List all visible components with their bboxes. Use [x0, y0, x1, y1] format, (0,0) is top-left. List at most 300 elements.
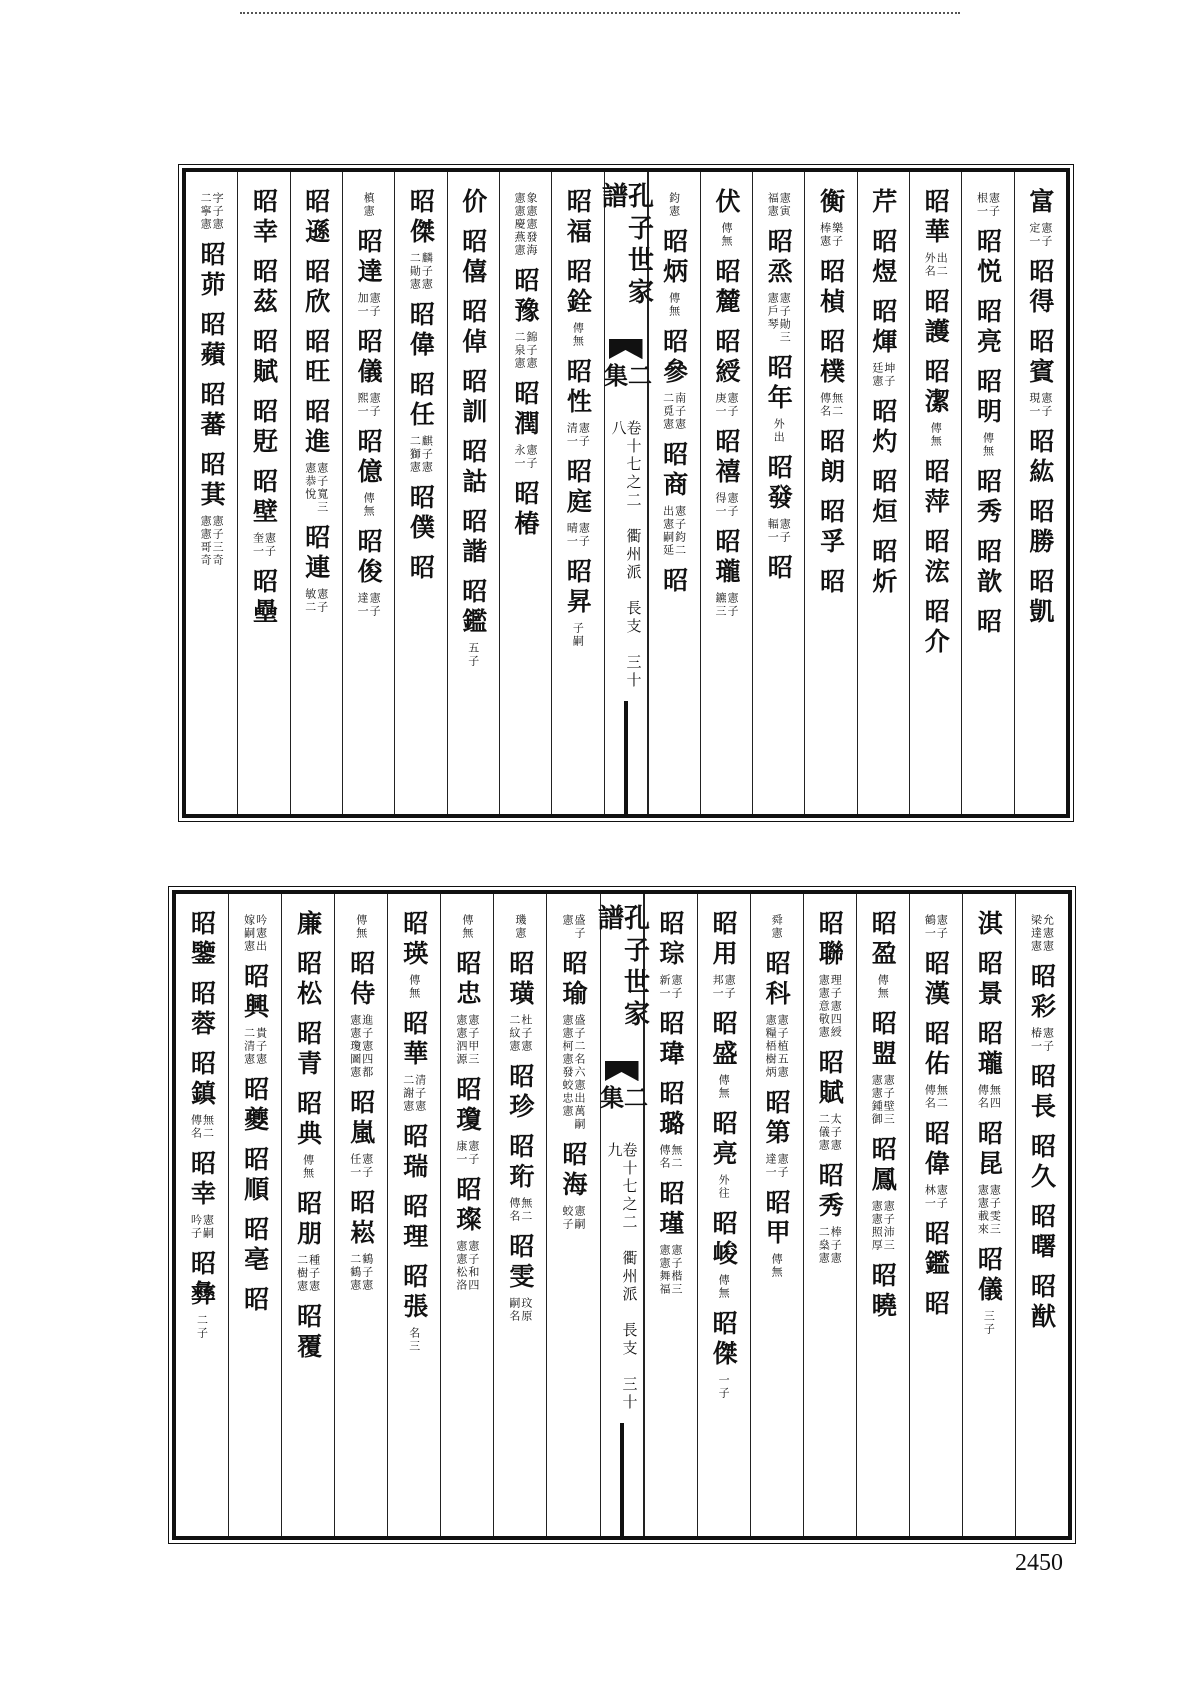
genealogy-entry [709, 1310, 739, 1400]
person-name: 昭瑛 [399, 910, 429, 970]
annotation-note [663, 505, 686, 557]
person-name: 昭樸 [816, 328, 846, 388]
register-column [546, 894, 599, 1536]
annotation-note [767, 518, 790, 544]
annotation-line: 憲子 [368, 592, 382, 618]
person-name: 昭第 [762, 1089, 792, 1149]
annotation-line: 麟子憲 [420, 252, 434, 291]
person-name: 昭青 [293, 1020, 323, 1080]
genealogy-entry [709, 910, 739, 1000]
annotation-line: 熙一 [356, 392, 370, 418]
genealogy-entry [868, 468, 898, 528]
genealogy-entry [709, 1110, 739, 1200]
person-name: 昭 [240, 1286, 270, 1316]
annotation-line: 璣憲 [513, 914, 527, 940]
genealogy-entry [974, 1246, 1004, 1336]
annotation-line: 憲子 [577, 422, 591, 448]
genealogy-entry [868, 1010, 898, 1126]
annotation-note [509, 1297, 532, 1323]
annotation-line: 新一 [658, 974, 672, 1000]
person-name: 富 [1025, 188, 1055, 218]
annotation-line: 理子憲四綬 [829, 974, 843, 1039]
annotation-line: 憲子 [776, 1153, 790, 1179]
person-name: 昭倬 [458, 298, 488, 358]
genealogy-entry [816, 258, 846, 318]
person-name: 昭聯 [815, 910, 845, 970]
person-name: 昭鑒 [187, 910, 217, 970]
annotation-note [200, 515, 223, 567]
annotation-line: 嫁嗣憲 [242, 914, 256, 953]
annotation-line: 外名 [923, 252, 937, 278]
register-column [334, 894, 387, 1536]
annotation-line: 加一 [356, 292, 370, 318]
annotation-note [983, 432, 994, 458]
person-name: 廉 [293, 910, 323, 940]
annotation-line: 鶴一 [923, 914, 937, 940]
annotation-line: 樂子 [830, 222, 844, 248]
annotation-note [363, 192, 374, 218]
annotation-line: 蛟子 [560, 1205, 574, 1231]
genealogy-entry [711, 528, 741, 618]
genealogy-entry [399, 1193, 429, 1253]
person-name: 昭夔 [240, 1076, 270, 1136]
annotation-note [297, 1254, 320, 1293]
person-name: 昭商 [659, 441, 689, 501]
genealogy-entry [514, 188, 537, 257]
person-name: 昭壁 [249, 468, 279, 528]
annotation-line: 傳名 [976, 1084, 990, 1110]
genealogy-entry [363, 188, 374, 218]
annotation-line: 憲子鈞二 [673, 505, 687, 557]
annotation-note [562, 914, 585, 940]
annotation-line: 憲憲舞福 [658, 1244, 672, 1296]
genealogy-entry [767, 188, 790, 218]
genealogy-entry [406, 301, 436, 361]
person-name: 昭介 [921, 598, 951, 658]
annotation-note [514, 331, 537, 370]
annotation-note [252, 532, 275, 558]
person-name: 昭遜 [301, 188, 331, 248]
person-name: 昭瑾 [656, 1180, 686, 1240]
annotation-line: 二寧憲 [199, 192, 213, 231]
person-name: 昭偉 [921, 1120, 951, 1180]
page-number: 2450 [1015, 1550, 1063, 1576]
person-name: 昭發 [764, 454, 794, 514]
annotation-note [562, 1205, 585, 1231]
genealogy-entry [240, 1286, 270, 1316]
person-name: 昭盈 [868, 910, 898, 970]
annotation-line: 現一 [1027, 392, 1041, 418]
annotation-note [409, 252, 432, 291]
genealogy-entry [452, 950, 482, 1066]
annotation-note [715, 592, 738, 618]
annotation-note [1029, 222, 1052, 248]
annotation-line: 二燊憲 [817, 1226, 831, 1265]
annotation-line: 達一 [356, 592, 370, 618]
genealogy-entry [659, 328, 689, 431]
person-name: 昭茲 [249, 258, 279, 318]
register-column [290, 172, 342, 814]
genealogy-entry [354, 328, 384, 418]
person-name: 昭茆 [197, 241, 227, 301]
annotation-line: 憲恭悅 [303, 462, 317, 501]
genealogy-entry [762, 1089, 792, 1179]
genealogy-entry [301, 258, 331, 318]
annotation-line: 憲子 [368, 392, 382, 418]
annotation-line: 憲子甲三 [466, 1014, 480, 1066]
person-name: 昭歆 [973, 538, 1003, 598]
genealogy-entry [816, 498, 846, 558]
person-name: 昭烜 [868, 468, 898, 528]
annotation-line: 憲子 [987, 192, 1001, 218]
register-column [750, 894, 803, 1536]
register-column [499, 172, 551, 814]
genealogy-entry [764, 454, 794, 544]
genealogy-entry [458, 228, 488, 288]
person-name: 昭鳳 [868, 1136, 898, 1196]
genealogy-entry [816, 188, 846, 248]
genealogy-entry [868, 538, 898, 598]
genealogy-entry [656, 1010, 686, 1070]
person-name: 昭麓 [711, 258, 741, 318]
register-column [857, 172, 909, 814]
annotation-note [715, 492, 738, 518]
annotation-line: 太子憲 [829, 1113, 843, 1152]
register-column [962, 894, 1015, 1536]
annotation-line: 鈞憲 [667, 192, 681, 218]
genealogy-entry [558, 950, 588, 1131]
person-name: 昭煜 [868, 228, 898, 288]
person-name: 昭 [406, 554, 436, 584]
annotation-line: 二謝憲 [401, 1074, 415, 1113]
annotation-line: 無二 [830, 392, 844, 418]
spine-bar [624, 701, 628, 814]
genealogy-entry [921, 1020, 951, 1110]
annotation-line: 憲憲柯憲發蛟忠憲 [560, 1014, 574, 1118]
genealogy-entry [399, 1263, 429, 1353]
annotation-note [977, 192, 1000, 218]
genealogy-entry [354, 528, 384, 618]
genealogy-entry [924, 910, 947, 940]
genealogy-entry [301, 188, 331, 248]
genealogy-entry [511, 480, 541, 540]
annotation-line: 林一 [923, 1184, 937, 1210]
annotation-line: 傳無 [981, 432, 995, 458]
person-name: 昭昆 [974, 1120, 1004, 1180]
person-name: 昭 [973, 608, 1003, 638]
annotation-note [924, 1184, 947, 1210]
annotation-line: 康一 [454, 1140, 468, 1166]
person-name: 昭悦 [973, 228, 1003, 288]
genealogy-entry [656, 1180, 686, 1296]
genealogy-entry [293, 1190, 323, 1293]
annotation-note [712, 974, 735, 1000]
genealogy-entry [973, 468, 1003, 528]
person-name: 昭典 [293, 1090, 323, 1150]
genealogy-entry [974, 950, 1004, 1010]
annotation-line: 盛子 [572, 914, 586, 940]
annotation-note [350, 1253, 373, 1292]
genealogy-entry [187, 1250, 217, 1340]
annotation-note [409, 1327, 420, 1353]
register-column [752, 172, 804, 814]
annotation-line: 麒子憲 [420, 435, 434, 474]
annotation-note [197, 1314, 208, 1340]
genealogy-entry [1027, 1273, 1057, 1333]
genealogy-entry [249, 188, 279, 248]
genealogy-entry [921, 188, 951, 278]
annotation-note [514, 192, 537, 257]
genealogy-entry [921, 528, 951, 588]
fishtail-mark [609, 339, 643, 360]
annotation-line: 傳名 [507, 1197, 521, 1223]
register-column [1014, 172, 1066, 814]
person-name: 昭覆 [293, 1303, 323, 1363]
annotation-line: 憲子 [935, 914, 949, 940]
genealogy-entry [293, 1303, 323, 1363]
genealogy-entry [1027, 963, 1057, 1053]
annotation-note [350, 1014, 373, 1079]
genealogy-entry [1025, 258, 1055, 318]
annotation-line: 杜子憲 [519, 1014, 533, 1053]
genealogy-entry [921, 1120, 951, 1210]
genealogy-entry [921, 1220, 951, 1280]
person-name: 昭庭 [563, 458, 593, 518]
person-name: 昭忠 [452, 950, 482, 1010]
person-name: 昭張 [399, 1263, 429, 1323]
register-column [551, 172, 603, 814]
annotation-note [462, 914, 473, 940]
annotation-line: 憲子 [725, 492, 739, 518]
register-column [856, 894, 909, 1536]
person-name: 昭諧 [458, 508, 488, 568]
person-name: 昭亳 [240, 1216, 270, 1276]
annotation-line: 憲子 [525, 444, 539, 470]
register-column [493, 894, 546, 1536]
genealogy-entry [816, 568, 846, 598]
annotation-note [659, 974, 682, 1000]
person-name: 昭理 [399, 1193, 429, 1253]
annotation-note [572, 622, 583, 648]
genealogy-entry [815, 1049, 845, 1152]
annotation-line: 傳無 [354, 914, 368, 940]
annotation-line: 憲糧梧樹炳 [764, 1014, 778, 1079]
person-name: 昭 [659, 567, 689, 597]
genealogy-entry [921, 598, 951, 658]
annotation-line: 憲子 [935, 1184, 949, 1210]
annotation-line: 吟子 [189, 1214, 203, 1240]
upper-register-panel [182, 168, 1070, 818]
annotation-note [659, 1144, 682, 1170]
person-name: 昭賦 [815, 1049, 845, 1109]
annotation-line: 嗣名 [507, 1297, 521, 1323]
annotation-line: 傳無 [929, 422, 943, 448]
spine-bar [620, 1423, 624, 1536]
genealogy-entry [563, 188, 593, 248]
annotation-note [409, 435, 432, 474]
annotation-line: 進子憲四都 [360, 1014, 374, 1079]
person-name: 昭任 [406, 371, 436, 431]
person-name: 昭長 [1027, 1063, 1057, 1123]
genealogy-entry [563, 458, 593, 548]
genealogy-entry [293, 950, 323, 1010]
person-name: 昭萁 [197, 451, 227, 511]
annotation-line: 槙憲 [362, 192, 376, 218]
person-name: 昭豫 [511, 267, 541, 327]
person-name: 昭瑋 [656, 1010, 686, 1070]
annotation-line: 無二 [935, 1084, 949, 1110]
annotation-note [924, 914, 947, 940]
genealogy-entry [458, 188, 488, 218]
person-name: 昭佑 [921, 1020, 951, 1080]
annotation-line: 玟原 [519, 1297, 533, 1323]
annotation-line: 子嗣 [571, 622, 585, 648]
book-spine-column [597, 172, 654, 814]
person-name: 昭朗 [816, 428, 846, 488]
annotation-note [718, 1074, 729, 1100]
person-name: 昭楨 [816, 258, 846, 318]
annotation-note [409, 974, 420, 1000]
annotation-line: 敏二 [303, 588, 317, 614]
annotation-line: 吟憲出 [254, 914, 268, 953]
genealogy-entry [562, 910, 585, 940]
series-label: 二集 [599, 363, 653, 392]
person-name: 昭俊 [354, 528, 384, 588]
person-name: 昭欣 [301, 258, 331, 318]
genealogy-entry [293, 1090, 323, 1180]
person-name: 昭傑 [406, 188, 436, 248]
register-column [700, 172, 752, 814]
person-name: 淇 [974, 910, 1004, 940]
person-name: 昭瓊 [452, 1076, 482, 1136]
genealogy-entry [659, 567, 689, 597]
annotation-line: 定一 [1027, 222, 1041, 248]
genealogy-entry [301, 398, 331, 514]
genealogy-entry [1027, 1203, 1057, 1263]
annotation-note [771, 1253, 782, 1279]
genealogy-entry [973, 368, 1003, 458]
genealogy-entry [815, 1162, 845, 1265]
annotation-line: 一子 [717, 1374, 731, 1400]
genealogy-entry [511, 380, 541, 470]
annotation-note [305, 462, 328, 514]
annotation-note [765, 1014, 788, 1079]
annotation-note [977, 1184, 1000, 1236]
genealogy-entry [406, 371, 436, 474]
register-column [804, 172, 856, 814]
annotation-line: 二覓憲 [661, 392, 675, 431]
person-name: 昭亮 [709, 1110, 739, 1170]
genealogy-entry [563, 358, 593, 448]
person-name: 昭彝 [187, 1250, 217, 1310]
genealogy-entry [973, 228, 1003, 288]
person-name: 昭 [764, 554, 794, 584]
person-name: 昭順 [240, 1146, 270, 1206]
annotation-line: 二清憲 [242, 1027, 256, 1066]
annotation-note [924, 1084, 947, 1110]
person-name: 昭幸 [249, 188, 279, 248]
genealogy-entry [406, 554, 436, 584]
annotation-note [403, 1074, 426, 1113]
annotation-line: 二樹憲 [295, 1254, 309, 1293]
annotation-note [572, 322, 583, 348]
person-name: 昭椿 [511, 480, 541, 540]
annotation-note [718, 1274, 729, 1300]
annotation-line: 憲憲鍾御 [870, 1074, 884, 1126]
person-name: 昭紘 [1025, 428, 1055, 488]
annotation-line: 名三 [407, 1327, 421, 1353]
genealogy-entry [868, 1136, 898, 1252]
genealogy-entry [356, 910, 367, 940]
annotation-line: 傳無 [571, 322, 585, 348]
register-column [909, 172, 961, 814]
person-name: 昭炳 [659, 228, 689, 288]
person-name: 昭得 [1025, 258, 1055, 318]
person-name: 昭盟 [868, 1010, 898, 1070]
genealogy-entry [187, 1150, 217, 1240]
genealogy-entry [816, 428, 846, 488]
annotation-line: 憲子 [723, 974, 737, 1000]
annotation-line: 憲子 [263, 532, 277, 558]
person-name: 昭儀 [354, 328, 384, 388]
genealogy-entry [1027, 1133, 1057, 1193]
person-name: 昭浤 [921, 528, 951, 588]
annotation-line: 憲子 [368, 292, 382, 318]
person-name: 昭護 [921, 288, 951, 348]
annotation-line: 盛子二名六憲出萬嗣 [572, 1014, 586, 1131]
genealogy-entry [711, 328, 741, 418]
person-name: 昭海 [558, 1141, 588, 1201]
person-name: 昭旺 [301, 328, 331, 388]
person-name: 昭松 [293, 950, 323, 1010]
genealogy-entry [346, 1189, 376, 1292]
annotation-line: 憲子 [315, 588, 329, 614]
person-name: 昭煇 [868, 298, 898, 358]
annotation-line: 達一 [764, 1153, 778, 1179]
annotation-line: 無二 [670, 1144, 684, 1170]
annotation-line: 貴子憲 [254, 1027, 268, 1066]
annotation-line: 憲寅 [778, 192, 792, 218]
annotation-line: 清子憲 [413, 1074, 427, 1113]
annotation-note [930, 422, 941, 448]
annotation-note [456, 1140, 479, 1166]
person-name: 衡 [816, 188, 846, 218]
annotation-line: 傳無 [407, 974, 421, 1000]
genealogy-entry [458, 578, 488, 668]
genealogy-entry [1027, 1063, 1057, 1123]
annotation-line: 坤子 [882, 362, 896, 388]
genealogy-entry [346, 950, 376, 1079]
annotation-note [566, 522, 589, 548]
genealogy-entry [868, 188, 898, 218]
person-name: 价 [458, 188, 488, 218]
annotation-line: 南子憲 [673, 392, 687, 431]
genealogy-entry [197, 451, 227, 567]
genealogy-entry [197, 241, 227, 301]
genealogy-entry [563, 258, 593, 348]
person-name: 昭華 [921, 188, 951, 248]
genealogy-entry [1025, 428, 1055, 488]
genealogy-entry [187, 980, 217, 1040]
register-column [342, 172, 394, 814]
annotation-note [244, 1027, 267, 1066]
genealogy-entry [711, 428, 741, 518]
annotation-note [350, 1153, 373, 1179]
person-name: 昭景 [974, 950, 1004, 1010]
annotation-line: 廷憲 [870, 362, 884, 388]
annotation-line: 憲子 [725, 592, 739, 618]
genealogy-entry [868, 298, 898, 388]
